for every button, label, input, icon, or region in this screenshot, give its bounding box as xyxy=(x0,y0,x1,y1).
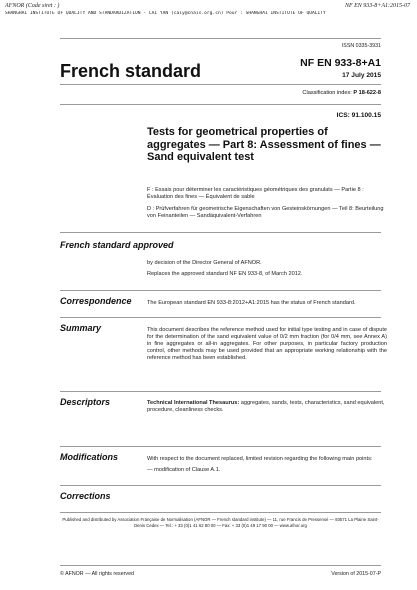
alternative-titles xyxy=(147,187,387,225)
document-date: 17 July 2015 xyxy=(342,72,381,79)
french-title: F : Essais pour déterminer les caractéristiques géométriques des granulats — Partie 8 : Évaluation des fines — Équivalent de sable xyxy=(147,187,364,201)
title-divider xyxy=(60,84,381,85)
classification-index xyxy=(302,90,381,96)
modifications-item: — modification of Clause A.1. xyxy=(147,466,221,473)
thesaurus-label: Technical International Thesaurus: xyxy=(147,400,240,406)
modifications-intro: With respect to the document replaced, limited revision regarding the following main points: xyxy=(147,456,373,462)
copyright: © AFNOR — All rights reserved xyxy=(60,571,134,577)
descriptors-text xyxy=(147,400,387,414)
summary-text: This document describes the reference method used for initial type testing and in case of dispute for the determination of the sand equivalent value of 0/2 mm fraction (for 0/4 mm, see Annex A) in fine aggregates or all-in aggregates. For other purposes, in particular factory production control, other methods may be used provided that an appropriate working relationship with the reference method has been established. xyxy=(147,327,387,361)
german-title: D : Prüfverfahren für geometrische Eigenschaften von Gesteinskörnungen — Teil 8: Beurteilung von Feinanteilen — Sandäquivalent-Verfahren xyxy=(147,205,384,220)
publisher-info: Published and distributed by Association Française de Normalisation (AFNOR — French standard institute) — 11, rue Francis de Pressensé — 93571 La Plaine Saint-Denis Cedex — Tel.: + 33 (0)1 41 62 80 00 — Fax: + 33 (0)1 49 17 90 00 — www.afnor.org xyxy=(62,517,379,528)
page-title: French standard xyxy=(60,61,202,81)
descriptors-heading: Descriptors xyxy=(60,397,111,407)
classification-label: Classification index: xyxy=(302,90,352,96)
issn: ISSN 0335-3931 xyxy=(341,43,381,49)
section-divider xyxy=(60,485,381,486)
approved-line-2: Replaces the approved standard NF EN 933-8, of March 2012. xyxy=(147,270,303,277)
summary-heading: Summary xyxy=(60,323,102,333)
section-divider xyxy=(60,446,381,447)
corrections-heading: Corrections xyxy=(60,491,111,501)
version: Version of 2015-07-P xyxy=(331,571,381,577)
header-code-right: NF EN 933-8+A1:2015-07 xyxy=(344,3,410,9)
header-code-left: AFNOR (Code siret : ) xyxy=(5,3,60,9)
license-watermark: SHANGHAI INSTITUTE OF QUALITY AND STANDARDIZATION - CAI YAN (caiy@cnais.org.cn) Pour : SHANGHAI INSTITUTE OF QUALITY xyxy=(5,11,326,16)
document-reference: NF EN 933-8+A1 xyxy=(300,57,381,69)
publisher-divider xyxy=(60,512,381,513)
standard-title: Tests for geometrical properties of aggregates — Part 8: Assessment of fines — Sand equivalent test xyxy=(147,126,381,163)
correspondence-heading: Correspondence xyxy=(60,296,132,306)
classification-value: P 18-622-8 xyxy=(353,90,381,96)
correspondence-text: The European standard EN 933-8:2012+A1:2015 has the status of French standard. xyxy=(147,300,356,306)
approved-line-1: by decision of the Director General of AFNOR. xyxy=(147,260,262,266)
ics-divider xyxy=(60,104,381,105)
descriptor-keywords: aggregates, sands, tests, characteristics, sand equivalent, procedure, cleanliness checks. xyxy=(147,400,385,413)
modifications-heading: Modifications xyxy=(60,452,118,462)
section-divider xyxy=(60,317,381,318)
footer-divider xyxy=(60,565,381,566)
modifications-text xyxy=(147,456,387,478)
ics-code: ICS: 91.100.15 xyxy=(336,112,381,119)
section-divider xyxy=(60,391,381,392)
approved-heading: French standard approved xyxy=(60,240,174,250)
approved-text xyxy=(147,260,387,282)
top-divider xyxy=(60,38,381,39)
section-divider xyxy=(60,232,381,233)
section-divider xyxy=(60,290,381,291)
